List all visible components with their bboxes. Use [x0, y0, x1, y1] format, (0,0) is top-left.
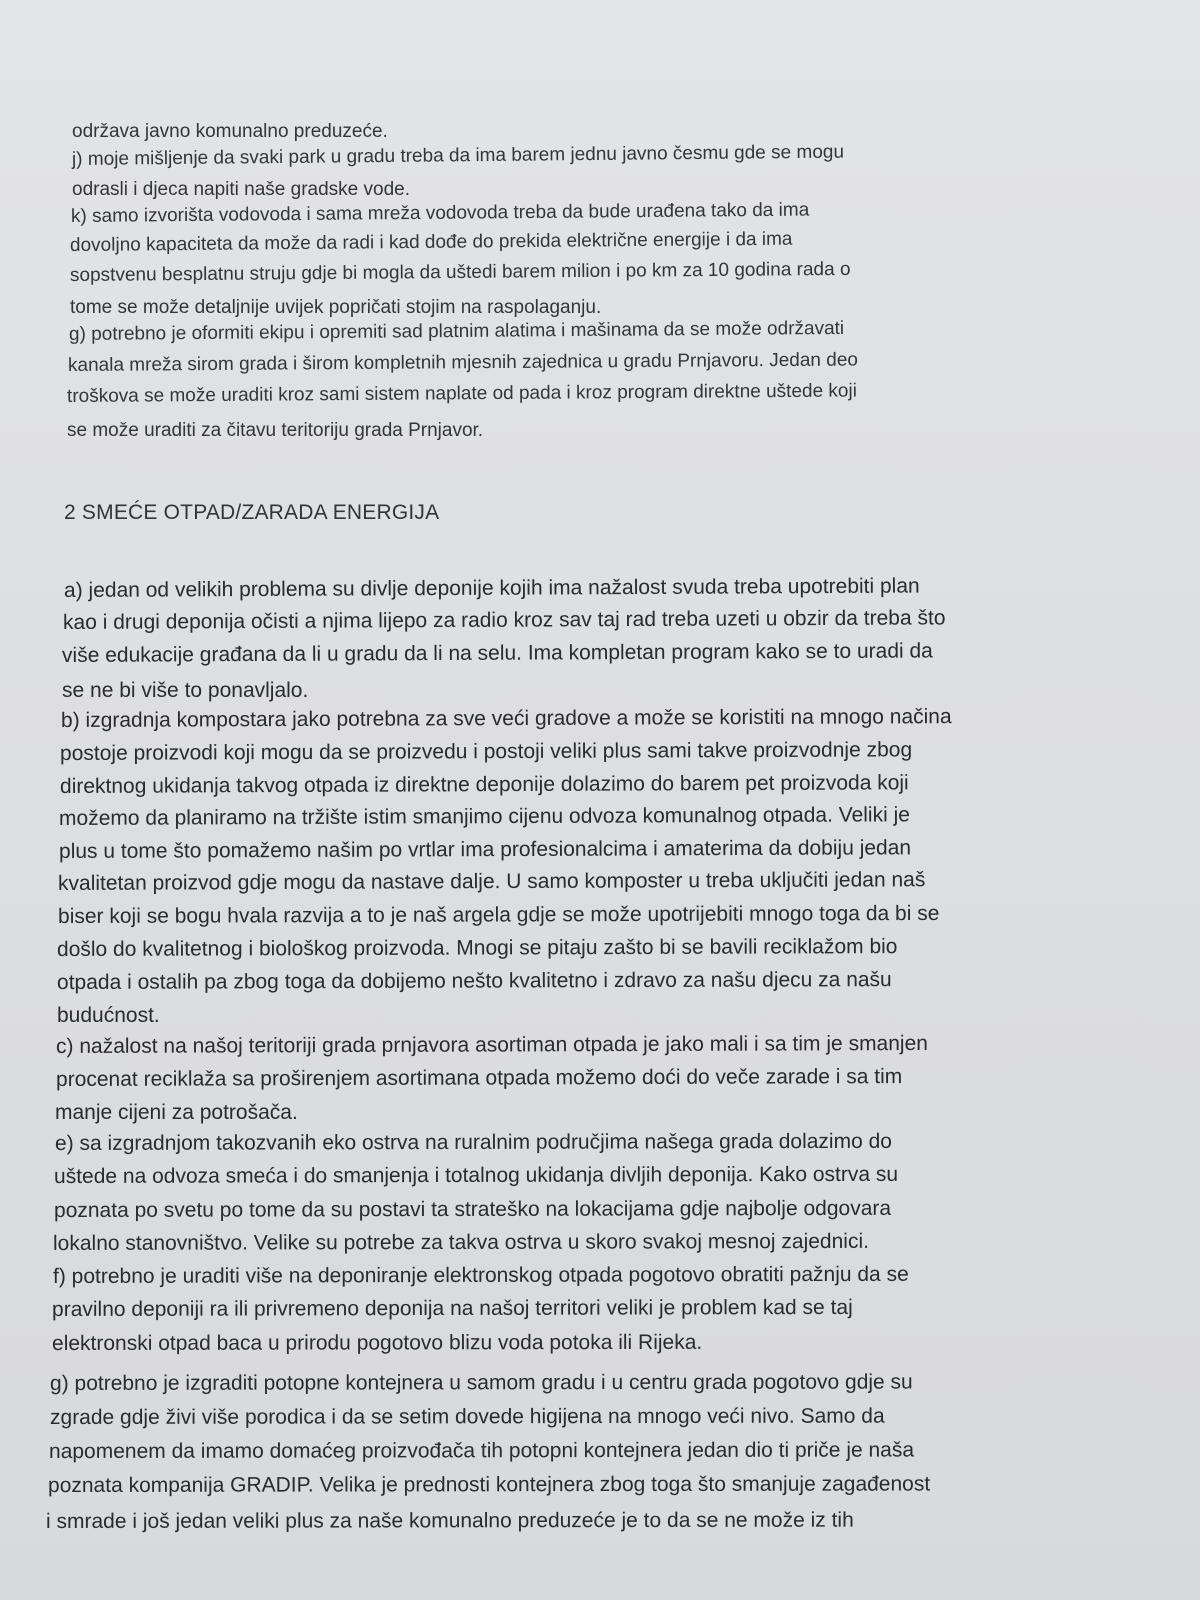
text-line: e) sa izgradnjom takozvanih eko ostrva na ruralnim područjima našega grada dolazimo do — [54, 1129, 892, 1155]
text-line: pravilno deponiji ra ili privremeno deponija na našoj territori veliki je problem kad se taj — [51, 1295, 853, 1321]
text-line: procenat reciklaža sa proširenjem asortimana otpada možemo doći do veče zarade i sa tim — [55, 1065, 903, 1091]
text-line: biser koji se bogu hvala razvija a to je naš argela gdje se može upotrijebiti mnogo toga da bi se — [57, 901, 940, 928]
text-line: došlo do kvalitetnog i biološkog proizvoda. Mnogi se pitaju zašto bi se bavili reciklažom bio — [56, 935, 898, 961]
text-line: manje cijeni za potrošača. — [55, 1101, 298, 1124]
text-line: i smrade i još jedan veliki plus za naše komunalno preduzeće je to da se ne može iz tih — [45, 1508, 854, 1533]
text-line: se može uraditi za čitavu teritoriju grada Prnjavor. — [67, 420, 484, 441]
text-line: poznata po svetu po tome da su postavi ta strateško na lokacijama gdje najbolje odgovara — [53, 1196, 892, 1222]
section-heading: 2 SMEĆE OTPAD/ZARADA ENERGIJA — [64, 501, 440, 524]
text-line: kvalitetan proizvod gdje mogu da nastave dalje. U samo komposter u treba uključiti jedan naš — [57, 868, 926, 895]
text-line: plus u tome što pomažemo našim po vrtlar ima profesionalcima i amaterima da dobiju jedan — [58, 836, 912, 863]
text-line: f) potrebno je uraditi više na deponiranje elektronskog otpada pogotovo obratiti pažnju da se — [52, 1262, 909, 1288]
text-line: se ne bi više to ponavljalo. — [62, 679, 309, 702]
text-line: zgrade gdje živi više porodica i da se setim dovede higijena na mnogo veći nivo. Samo da — [49, 1404, 885, 1429]
text-line: j) moje mišljenje da svaki park u gradu treba da ima barem jednu javno česmu gde se mogu — [71, 141, 845, 170]
text-line: više edukacije građana da li u gradu da li na selu. Ima kompletan program kako se to uradi da — [61, 639, 933, 667]
text-line: sopstvenu besplatnu struju gdje bi mogla da uštedi barem milion i po km za 10 godina rada o — [69, 258, 851, 286]
text-line: otpada i ostalih pa zbog toga da dobijemo nešto kvalitetno i zdravo za našu djecu za našu — [56, 968, 892, 994]
text-line: možemo da planiramo na tržište istim smanjimo cijenu odvoza komunalnog otpada. Veliki je — [58, 803, 910, 830]
text-line: dovoljno kapaciteta da može da radi i kad dođe do prekida električne energije i da ima — [69, 228, 793, 256]
text-line: postoje proizvodi koji mogu da se proizvedu i postoji veliki plus sami takve proizvodnje zbog — [59, 738, 913, 765]
text-line: elektronski otpad baca u prirodu pogotovo blizu voda potoka ili Rijeka. — [51, 1330, 703, 1355]
text-line: troškova se može uraditi kroz sami sistem naplate od pada i kroz program direktne uštede koji — [66, 380, 857, 407]
text-line: budućnost. — [57, 1004, 160, 1027]
text-line: napomenem da imamo domaćeg proizvođača tih potopni kontejnera jedan dio ti priče je naša — [48, 1438, 915, 1463]
text-line: odrasli i djeca napiti naše gradske vode. — [72, 179, 410, 200]
text-line: uštede na odvoza smeća i do smanjenja i totalnog ukidanja divljih deponija. Kako ostrva su — [53, 1162, 899, 1188]
text-line: poznata kompanija GRADIP. Velika je prednosti kontejnera zbog toga što smanjuje zagađenost — [47, 1472, 931, 1497]
text-line: g) potrebno je izgraditi potopne kontejnera u samom gradu i u centru grada pogotovo gdje su — [49, 1370, 913, 1395]
text-line: lokalno stanovništvo. Velike su potrebe za takva ostrva u skoro svakoj mesnoj zajednici. — [52, 1229, 869, 1255]
text-line: g) potrebno je oformiti ekipu i opremiti sad platnim alatima i mašinama da se može održavati — [68, 317, 845, 345]
text-line: b) izgradnja kompostara jako potrebna za sve veći gradove a može se koristiti na mnogo načina — [60, 705, 952, 732]
text-line: k) samo izvorišta vodovoda i sama mreža vodovoda treba da bude urađena tako da ima — [70, 199, 810, 227]
text-line: tome se može detaljnije uvijek popričati stojim na raspolaganju. — [70, 297, 602, 318]
text-line: održava javno komunalno preduzeće. — [72, 121, 388, 142]
text-line: a) jedan od velikih problema su divlje deponije kojih ima nažalost svuda treba upotrebiti plan — [63, 574, 920, 602]
text-line: direktnog ukidanja takvog otpada iz direktne deponije dolazimo do barem pet proizvoda koji — [59, 771, 909, 798]
text-line: c) nažalost na našoj teritoriji grada prnjavora asortiman otpada je jako mali i sa tim je smanjen — [55, 1031, 928, 1058]
text-line: kanala mreža sirom grada i širom kompletnih mjesnih zajednica u gradu Prnjavoru. Jedan deo — [67, 349, 859, 376]
text-line: kao i drugi deponija očisti a njima lijepo za radio kroz sav taj rad treba uzeti u obzir da treba što — [62, 606, 946, 634]
